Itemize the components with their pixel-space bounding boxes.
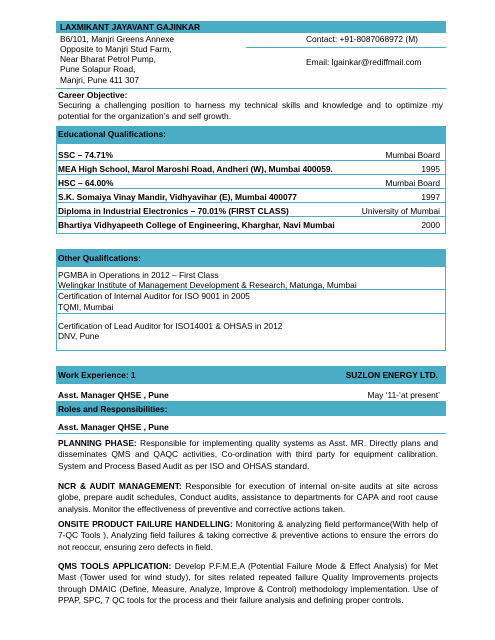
other-item-line: PGMBA in Operations in 2012 – First Class (58, 270, 219, 280)
address-line: Manjri, Pune 411 307 (60, 75, 139, 85)
header-divider (246, 47, 446, 48)
education-row-right: 2000 (421, 220, 440, 230)
responsibility-text: Responsible for execution of internal on-site audits at site across globe, prepare audit schedules, Conduct audits, assistance to departments for CAPA and root cause analysis. Monitor the effectiveness of preventive and corrective actions taken. (58, 481, 438, 514)
other-item-line: Certification of Lead Auditor for ISO14001 & OHSAS in 2012 (58, 321, 283, 331)
education-heading: Educational Qualifications: (58, 129, 166, 139)
responsibility-text: Monitoring & analyzing field performance(With help of 7-QC Tools ), Analyzing field failures & taking corrective & preventive actions to ensure the errors do not reoccur, ensuring zero defects in field. (58, 519, 438, 552)
other-item-line: Certification of Internal Auditor for ISO 9001 in 2005 (58, 291, 250, 301)
other-item-line: DNV, Pune (58, 331, 100, 341)
education-row-left: SSC – 74.71% (58, 150, 113, 160)
education-row-right: Mumbai Board (385, 178, 440, 188)
header-bottom-rule (56, 88, 446, 89)
row-divider (56, 433, 446, 434)
work-heading: Work Experience: 1 (58, 370, 136, 380)
other-item-line: TQMI, Mumbai (58, 302, 114, 312)
education-row-right: 1995 (421, 164, 440, 174)
education-row-left: Bhartiya Vidhyapeeth College of Engineering, Kharghar, Navi Mumbai (58, 220, 335, 230)
education-row-left: MEA High School, Marol Maroshi Road, Andheri (W), Mumbai 400059. (58, 164, 333, 174)
position-title-repeat: Asst. Manager QHSE , Pune (58, 422, 169, 432)
responsibility-heading: QMS TOOLS APPLICATION: (58, 561, 172, 571)
responsibility-text: Develop P.F.M.E.A (Potential Failure Mode & Effect Analysis) for Met Mast (Tower used for wind study), for sites related repeated failure Quality Improvements projects through DMAIC (Define, Measure, Analyze, Improve & Control) methodology implementation. Use of PPAP, SPC, 7 QC tools for the process and their failure analysis and defining proper controls. (58, 561, 439, 605)
responsibility-text: Responsible for implementing quality systems as Asst. MR. Directly plans and disseminates QMS and QAQC activities, Co-ordination with third party for equipment calibration. System and Process Based Audit as per ISO and OHSAS standard. (58, 438, 438, 471)
company-name: SUZLON ENERGY LTD. (345, 370, 438, 380)
education-row-left: S.K. Somaiya Vinay Mandir, Vidhyavihar (E), Mumbai 400077 (58, 192, 297, 202)
responsibility-paragraph (58, 438, 438, 472)
address-line: Pune Solapur Road, (60, 64, 136, 74)
objective-heading: Career Objective: (58, 90, 128, 100)
responsibility-paragraph (58, 481, 438, 515)
candidate-name: LAXMIKANT JAYAVANT GAJINKAR (60, 22, 201, 32)
address-line: Near Bharat Petrol Pump, (60, 54, 156, 64)
education-row-right: Mumbai Board (385, 150, 440, 160)
objective-text: Securing a challenging position to harness my technical skills and knowledge and to optimize my potential for the organization’s and self growth. (58, 100, 443, 122)
education-row-left: Diploma in Industrial Electronics – 70.01% (FIRST CLASS) (58, 206, 289, 216)
education-row-right: 1997 (421, 192, 440, 202)
responsibility-heading: NCR & AUDIT MANAGEMENT: (58, 481, 182, 491)
position-title: Asst. Manager QHSE , Pune (58, 390, 169, 400)
responsibility-paragraph (58, 561, 438, 606)
contact-email: Email: lgainkar@rediffmail.com (306, 57, 422, 67)
other-heading: Other Qualifications: (58, 253, 141, 263)
address-line: Opposite to Manjri Stud Farm, (60, 44, 172, 54)
contact-phone: Contact: +91-8087068972 (M) (306, 34, 418, 44)
responsibility-heading: PLANNING PHASE: (58, 438, 137, 448)
responsibility-paragraph (58, 519, 438, 553)
responsibility-heading: ONSITE PRODUCT FAILURE HANDELLING: (58, 519, 233, 529)
roles-heading: Roles and Responsibilities: (58, 404, 168, 414)
row-divider (56, 313, 446, 314)
employment-period: May ‘11-‘at present’ (367, 390, 440, 400)
address-line: B6/101, Manjri Greens Annexe (60, 34, 175, 44)
education-row-left: HSC – 64.00% (58, 178, 114, 188)
education-row-right: University of Mumbai (361, 206, 440, 216)
other-item-line: Welingkar Institute of Management Development & Research, Matunga, Mumbai (58, 280, 357, 290)
